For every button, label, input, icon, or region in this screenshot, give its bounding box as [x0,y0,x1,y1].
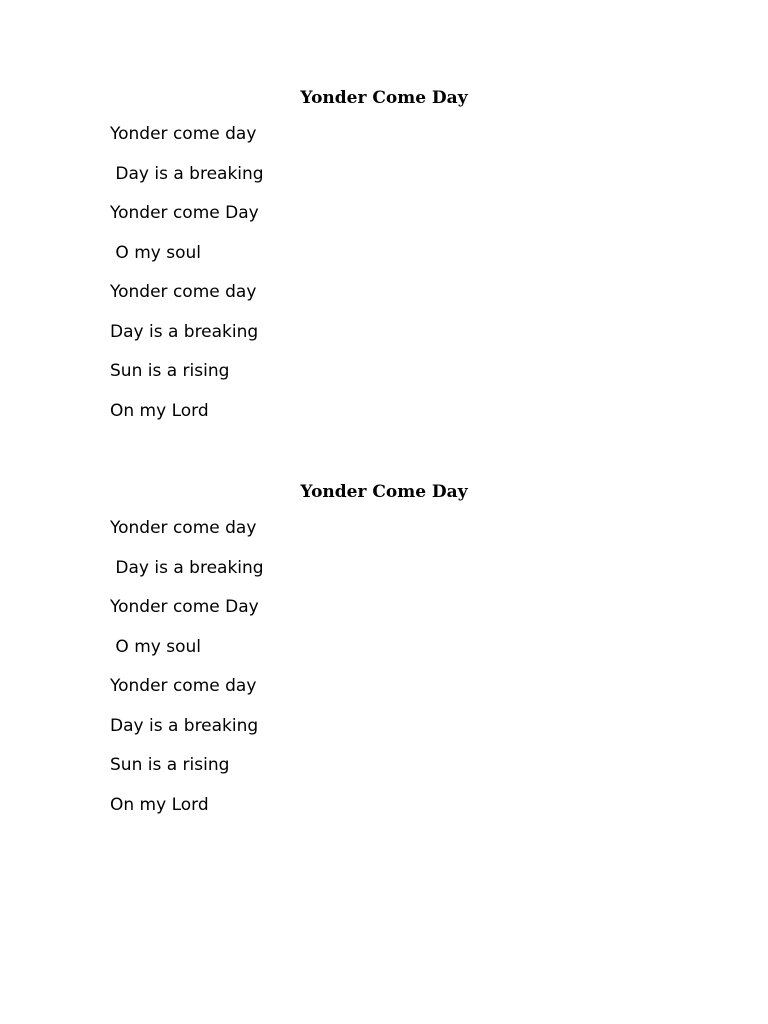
lyric-line: Sun is a rising [110,755,230,775]
lyric-line: Yonder come day [110,518,257,538]
stanza-2 [110,480,658,832]
lyric-line: O my soul [110,636,201,657]
lyric-line: Yonder come Day [110,597,259,617]
lyric-line: Sun is a rising [110,361,230,381]
lyric-line: On my Lord [110,400,209,421]
lyric-line: Day is a breaking [110,163,264,184]
lyric-line: Day is a breaking [110,557,264,578]
lyric-line: On my Lord [110,794,209,815]
lyric-line: Yonder come day [110,676,257,696]
lyric-line: Day is a breaking [110,321,259,342]
lyric-list [110,122,658,438]
lyric-line: Day is a breaking [110,715,259,736]
stanza-title: Yonder Come Day [300,88,468,108]
lyric-line: Yonder come day [110,282,257,302]
lyric-line: Yonder come Day [110,203,259,223]
stanza-title: Yonder Come Day [300,482,468,502]
stanza-1 [110,86,658,438]
lyric-line: O my soul [110,242,201,263]
lyric-line: Yonder come day [110,124,257,144]
lyric-list [110,516,658,832]
